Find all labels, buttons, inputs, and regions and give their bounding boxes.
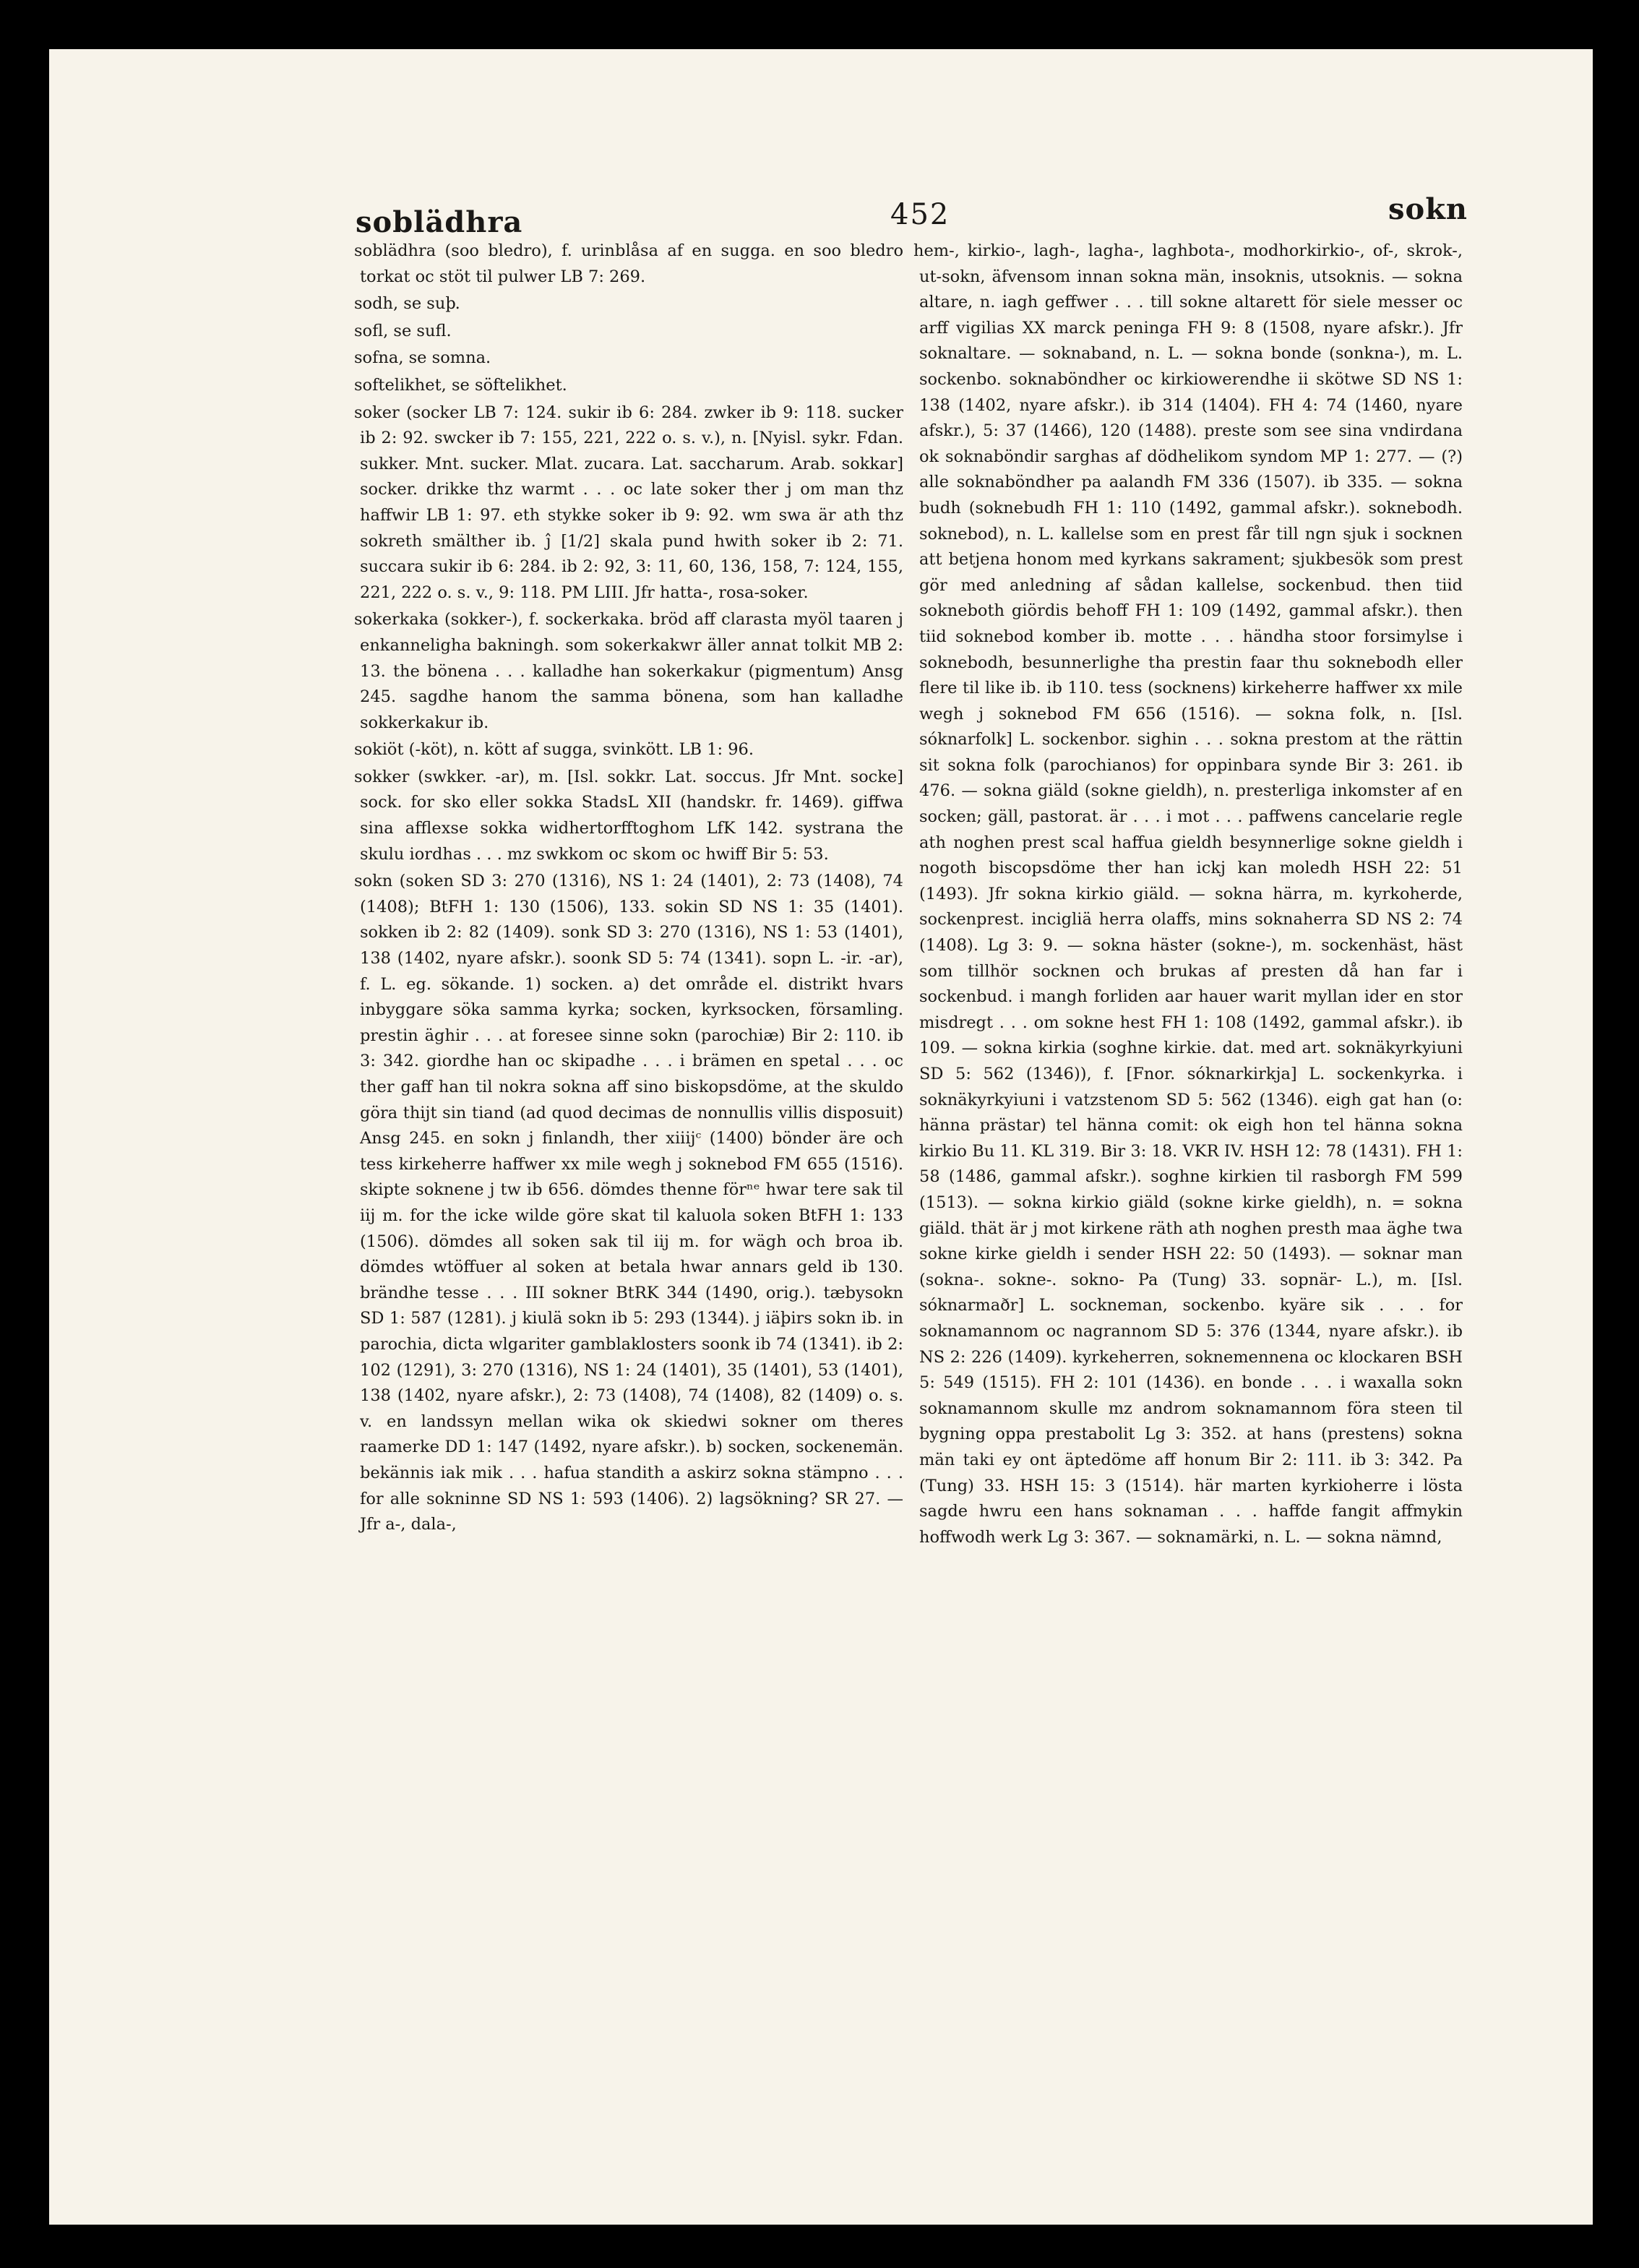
entry-sokn-continued: hem-, kirkio-, lagh-, lagha-, laghbota-, modhorkirkio-, of-, skrok-, ut-sokn, äfvensom innan sokna män, insoknis, utsoknis. — sokna altare, n. iagh geffwer . . . till sokne altarett för siele messer oc arff vigilias XX marck peninga FH 9: 8 (1508, nyare afskr.). Jfr soknaltare. — soknaband, n. L. — sokna bonde (sonkna-), m. L. sockenbo. soknaböndher oc kirkiowerendhe ii skötwe SD NS 1: 138 (1402, nyare afskr.). ib 314 (1404). FH 4: 74 (1460, nyare afskr.), 5: 37 (1466), 120 (1488). preste som see sina vndirdana ok soknaböndir sarghas af dödhelikom syndom MP 1: 277. — (?) alle soknaböndher pa aalandh FM 336 (1507). ib 335. — sokna budh (soknebudh FH 1: 110 (1492, gammal afskr.). soknebodh. soknebod), n. L. kallelse som en prest får till ngn sjuk i socknen att betjena honom med kyrkans sakrament; sjukbesök som prest gör med anledning af sådan kallelse, sockenbud. then tiid sokneboth giördis behoff FH 1: 109 (1492, gammal afskr.). then tiid soknebod komber ib. motte . . . händha stoor forsimylse i soknebodh, besunnerlighe tha prestin faar thu soknebodh eller flere til like ib. ib 110. tess (socknens) kirkeherre haffwer xx mile wegh j soknebod FM 656 (1516). — sokna folk, n. [Isl. sóknarfolk] L. sockenbor. sighin . . . sokna prestom at the rättin sit sokna folk (parochianos) for oppinbara synde Bir 3: 261. ib 476. — sokna giäld (sokne gieldh), n. presterliga inkomster af en socken; gäll, pastorat. är . . . i mot . . . paffwens cancelarie regle ath noghen prest scal haffua gieldh besynnerlige sokne gieldh i nogoth biscopsdöme ther han ickj kan moledh HSH 22: 51 (1493). Jfr sokna kirkio giäld. — sokna härra, m. kyrkoherde, sockenprest. incigliä herra olaffs, mins soknaherra SD NS 2: 74 (1408). Lg 3: 9. — sokna häster (sokne-), m. sockenhäst, häst som tillhör socknen och brukas af presten då han far i sockenbud. i mangh forliden aar hauer warit myllan ider en stor misdregt . . . om sokne hest FH 1: 108 (1492, gammal afskr.). ib 109. — sokna kirkia (soghne kirkie. dat. med art. soknäkyrkyiuni SD 5: 562 (1346)), f. [Fnor. sóknarkirkja] L. sockenkyrka. i soknäkyrkyiuni i vatzstenom SD 5: 562 (1346). eigh gat han (o: hänna prästar) tel hänna comit: ok eigh hon tel hänna sokna kirkio Bu 11. KL 319. Bir 3: 18. VKR IV. HSH 12: 78 (1431). FH 1: 58 (1486, gammal afskr.). soghne kirkien til rasborgh FM 599 (1513). — sokna kirkio giäld (sokne kirke gieldh), n. = sokna giäld. thät är j mot kirkene räth ath noghen presth maa äghe twa sokne kirke gieldh i sender HSH 22: 50 (1493). — soknar man (sokna-. sokne-. sokno- Pa (Tung) 33. sopnär- L.), m. [Isl. sóknarmaðr] L. sockneman, sockenbo. kyäre sik . . . for soknamannom oc nagrannom SD 5: 376 (1344, nyare afskr.). ib NS 2: 226 (1409). kyrkeherren, soknemennena oc klockaren BSH 5: 549 (1515). FH 2: 101 (1436). en bonde . . . i waxalla sokn soknamannom skulle mz androm soknamannom föra steen til bygning oppa prestabolit Lg 3: 352. at hans (prestens) sokna män taki ey ont äptedöme aff honum Bir 2: 111. ib 3: 342. Pa (Tung) 33. HSH 15: 3 (1514). här marten kyrkioherre i lösta sagde hwru een hans soknaman . . . haffde fangit affmykin hoffwodh werk Lg 3: 367. — soknamärki, n. L. — sokna nämnd, bbox=[913, 241, 1463, 1547]
left-column bbox=[354, 239, 903, 2074]
dictionary-page bbox=[49, 49, 1593, 2225]
entry-sokn: sokn (soken SD 3: 270 (1316), NS 1: 24 (1401), 2: 73 (1408), 74 (1408); BtFH 1: 130 (1506), 133. sokin SD NS 1: 35 (1401). sokken ib 2: 82 (1409). sonk SD 3: 270 (1316), NS 1: 53 (1401), 138 (1402, nyare afskr.). soonk SD 5: 74 (1341). sopn L. -ir. -ar), f. L. eg. sökande. 1) socken. a) det område el. distrikt hvars inbyggare söka samma kyrka; socken, kyrksocken, församling. prestin äghir . . . at foresee sinne sokn (parochiæ) Bir 2: 110. ib 3: 342. giordhe han oc skipadhe . . . i brämen en spetal . . . oc ther gaff han til nokra sokna aff sino biskopsdöme, at the skuldo göra thijt sin tiand (ad quod decimas de nonnullis villis disposuit) Ansg 245. en sokn j finlandh, ther xiiijᶜ (1400) bönder äre och tess kirkeherre haffwer xx mile wegh j soknebod FM 655 (1516). skipte soknene j tw ib 656. dömdes thenne förⁿᵉ hwar tere sak til iij m. for the icke wilde göre skat til kaluola soken BtFH 1: 133 (1506). dömdes all soken sak til iij m. for wägh och broa ib. dömdes wtöffuer al soken at betala hwar annars geld ib 130. brändhe tesse . . . III sokner BtRK 344 (1490, orig.). tæbysokn SD 1: 587 (1281). j kiulä sokn ib 5: 293 (1344). j iäþirs sokn ib. in parochia, dicta wlgariter gamblaklosters soonk ib 74 (1341). ib 2: 102 (1291), 3: 270 (1316), NS 1: 24 (1401), 35 (1401), 53 (1401), 138 (1402, nyare afskr.), 2: 73 (1408), 74 (1408), 82 (1409) o. s. v. en landssyn mellan wika ok skiedwi sokner om theres raamerke DD 1: 147 (1492, nyare afskr.). b) socken, sockenemän. bekännis iak mik . . . hafua standith a askirz sokna stämpno . . . for alle sokninne SD NS 1: 593 (1406). 2) lagsökning? SR 27. — Jfr a-, dala-, bbox=[354, 872, 903, 1534]
entry-sokker: sokker (swkker. -ar), m. [Isl. sokkr. Lat. soccus. Jfr Mnt. socke] sock. for sko eller sokka StadsL XII (handskr. fr. 1469). giffwa sina afflexse sokka widhertorfftoghom LfK 142. systrana the skulu iordhas . . . mz swkkom oc skom oc hwiff Bir 5: 53. bbox=[354, 767, 903, 864]
page-number: 452 bbox=[890, 198, 950, 231]
right-column bbox=[913, 239, 1463, 2074]
entry-soblaedhra: soblädhra (soo bledro), f. urinblåsa af en sugga. en soo bledro torkat oc stöt til pulwer LB 7: 269. bbox=[354, 241, 903, 286]
running-head-left: soblädhra bbox=[356, 205, 523, 239]
running-head-right: sokn bbox=[1388, 192, 1468, 226]
entry-sokerkaka: sokerkaka (sokker-), f. sockerkaka. bröd aff clarasta myöl taaren j enkanneligha bakningh. som sokerkakwr äller annat tolkit MB 2: 13. the bönena . . . kalladhe han sokerkakur (pigmentum) Ansg 245. sagdhe hanom the samma bönena, som han kalladhe sokkerkakur ib. bbox=[354, 610, 903, 732]
entry-sofl: sofl, se sufl. bbox=[354, 321, 452, 340]
entry-softelikhet: softelikhet, se söftelikhet. bbox=[354, 375, 567, 395]
entry-sofna: sofna, se somna. bbox=[354, 348, 491, 368]
entry-soker: soker (socker LB 7: 124. sukir ib 6: 284. zwker ib 9: 118. sucker ib 2: 92. swcker ib 7: 155, 221, 222 o. s. v.), n. [Nyisl. sykr. Fdan. sukker. Mnt. sucker. Mlat. zucara. Lat. saccharum. Arab. sokkar] socker. drikke thz warmt . . . oc late soker ther j om man thz haffwir LB 1: 97. eth stykke soker ib 9: 92. wm swa är ath thz sokreth smälther ib. ĵ [1/2] skala pund hwith soker ib 2: 71. succara sukir ib 6: 284. ib 2: 92, 3: 11, 60, 136, 158, 7: 124, 155, 221, 222 o. s. v., 9: 118. PM LIII. Jfr hatta-, rosa-soker. bbox=[354, 403, 903, 602]
entry-sodh: sodh, se suþ. bbox=[354, 294, 460, 314]
entry-sokiot: sokiöt (-köt), n. kött af sugga, svinkött. LB 1: 96. bbox=[354, 740, 754, 760]
